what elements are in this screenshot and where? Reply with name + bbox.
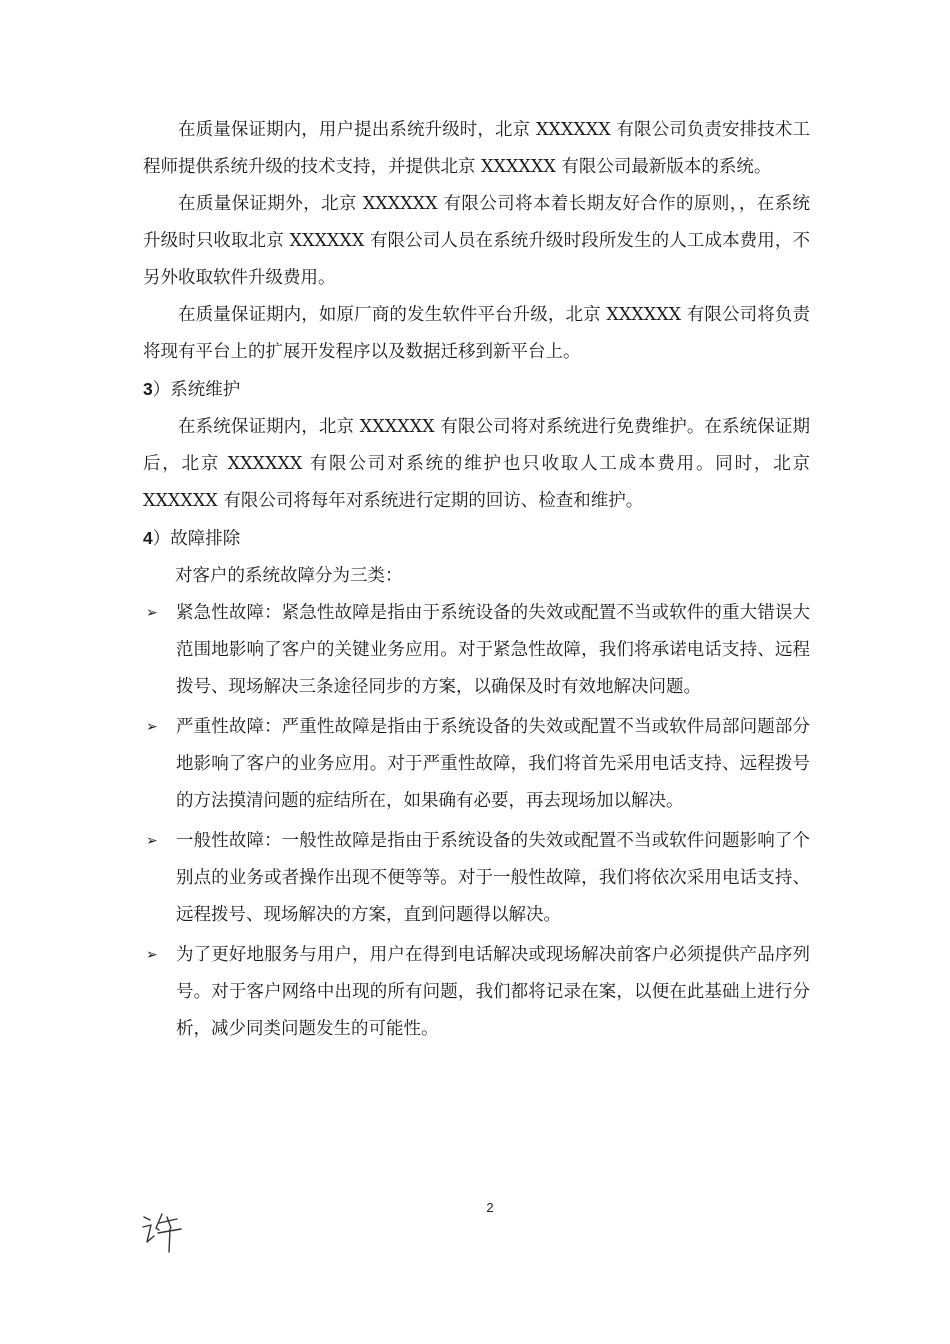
paragraph: 在质量保证期外，北京 XXXXXX 有限公司将本着长期友好合作的原则，，在系统升级时只收取北京 XXXXXX 有限公司人员在系统升级时段所发生的人工成本费用，不另外收取软件升级费用。	[143, 194, 810, 288]
section-title: ）故障排除	[152, 529, 241, 549]
page-number: 2	[486, 1200, 494, 1215]
arrow-bullet-icon: ➢	[146, 947, 158, 963]
section-number: 3	[143, 379, 153, 399]
list-item	[143, 595, 810, 706]
paragraph: 在质量保证期内，如原厂商的发生软件平台升级，北京 XXXXXX 有限公司将负责将现有平台上的扩展开发程序以及数据迁移到新平台上。	[143, 305, 810, 362]
section-title: ）系统维护	[152, 380, 241, 400]
list-item-text: 严重性故障：严重性故障是指由于系统设备的失效或配置不当或软件局部问题部分地影响了客户的业务应用。对于严重性故障，我们将首先采用电话支持、远程拨号的方法摸清问题的症结所在，如果确有必要，再去现场加以解决。	[176, 717, 810, 811]
list-item	[143, 823, 810, 934]
list-item-text: 紧急性故障：紧急性故障是指由于系统设备的失效或配置不当或软件的重大错误大范围地影响了客户的关键业务应用。对于紧急性故障，我们将承诺电话支持、远程拨号、现场解决三条途径同步的方案，以确保及时有效地解决问题。	[176, 603, 810, 697]
section-number: 4	[143, 528, 153, 548]
list-item	[143, 709, 810, 820]
arrow-bullet-icon: ➢	[146, 833, 158, 849]
document-body	[143, 112, 810, 1051]
paragraph: 在系统保证期内，北京 XXXXXX 有限公司将对系统进行免费维护。在系统保证期后，北京 XXXXXX 有限公司对系统的维护也只收取人工成本费用。同时，北京 XXXXXX 有限公司将每年对系统进行定期的回访、检查和维护。	[143, 417, 810, 511]
fault-category-list	[143, 595, 810, 1048]
section-heading-maintenance	[143, 371, 810, 409]
section-heading-troubleshooting	[143, 520, 810, 558]
paragraph: 在质量保证期内，用户提出系统升级时，北京 XXXXXX 有限公司负责安排技术工程师提供系统升级的技术支持，并提供北京 XXXXXX 有限公司最新版本的系统。	[143, 120, 810, 177]
handwritten-signature-icon	[140, 1208, 190, 1254]
arrow-bullet-icon: ➢	[146, 719, 158, 735]
arrow-bullet-icon: ➢	[146, 605, 158, 621]
list-item	[143, 937, 810, 1048]
list-item-text: 一般性故障：一般性故障是指由于系统设备的失效或配置不当或软件问题影响了个别点的业务或者操作出现不便等等。对于一般性故障，我们将依次采用电话支持、远程拨号、现场解决的方案，直到问题得以解决。	[176, 831, 810, 925]
section-intro: 对客户的系统故障分为三类：	[175, 566, 403, 586]
list-item-text: 为了更好地服务与用户，用户在得到电话解决或现场解决前客户必须提供产品序列号。对于客户网络中出现的所有问题，我们都将记录在案，以便在此基础上进行分析，减少同类问题发生的可能性。	[176, 945, 810, 1039]
